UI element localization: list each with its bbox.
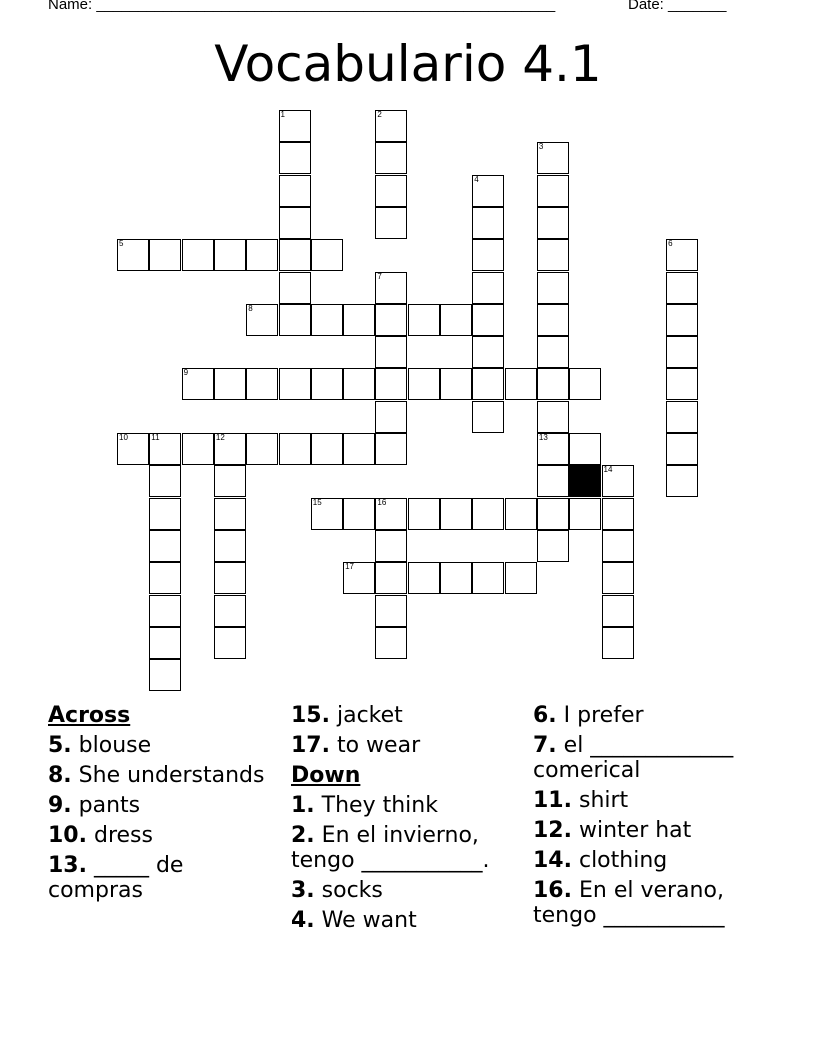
grid-cell[interactable] xyxy=(375,175,407,207)
clue-number: 12 xyxy=(215,433,225,442)
grid-cell[interactable] xyxy=(279,239,311,271)
grid-cell[interactable] xyxy=(149,239,181,271)
grid-cell[interactable] xyxy=(375,336,407,368)
clue-item xyxy=(291,823,526,873)
grid-cell[interactable] xyxy=(375,627,407,659)
grid-cell[interactable] xyxy=(149,627,181,659)
grid-cell[interactable] xyxy=(537,498,569,530)
clue-number-label: 3. xyxy=(291,878,315,903)
grid-cell[interactable] xyxy=(472,401,504,433)
clue-number-label: 5. xyxy=(48,733,72,758)
grid-cell[interactable] xyxy=(375,530,407,562)
clue-text: blouse xyxy=(71,733,152,758)
grid-cell[interactable] xyxy=(505,368,537,400)
clue-text: socks xyxy=(314,878,383,903)
grid-cell[interactable] xyxy=(408,304,440,336)
black-cell xyxy=(569,465,601,497)
down-clue-list-continued xyxy=(533,703,758,928)
grid-cell[interactable] xyxy=(246,304,278,336)
grid-cell[interactable] xyxy=(472,304,504,336)
clue-item xyxy=(533,878,758,928)
date-field-label[interactable]: Date: _______ xyxy=(628,0,727,13)
grid-cell[interactable] xyxy=(537,530,569,562)
clue-column-2 xyxy=(291,703,526,938)
down-heading: Down xyxy=(291,763,361,788)
clue-number: 17 xyxy=(345,562,354,572)
clue-number-label: 10. xyxy=(48,823,87,848)
clue-number: 8 xyxy=(248,303,253,313)
clue-number: 16 xyxy=(377,497,387,507)
name-field-label[interactable]: Name: _______________________________________________________ xyxy=(48,0,556,13)
clue-number: 15 xyxy=(312,497,322,507)
clue-item xyxy=(533,818,758,843)
grid-cell[interactable] xyxy=(375,142,407,174)
grid-cell[interactable] xyxy=(375,207,407,239)
clue-text: We want xyxy=(314,908,417,933)
grid-cell[interactable] xyxy=(375,272,407,304)
grid-cell[interactable] xyxy=(537,433,569,465)
grid-cell[interactable] xyxy=(279,175,311,207)
grid-cell[interactable] xyxy=(569,368,601,400)
clue-number: 10 xyxy=(119,433,128,442)
grid-cell[interactable] xyxy=(472,239,504,271)
grid-cell[interactable] xyxy=(375,595,407,627)
clue-number-label: 12. xyxy=(533,818,572,843)
clue-text: jacket xyxy=(329,703,403,728)
grid-cell[interactable] xyxy=(311,433,343,465)
grid-cell[interactable] xyxy=(343,562,375,594)
clue-text: clothing xyxy=(571,848,668,873)
grid-cell[interactable] xyxy=(311,368,343,400)
grid-cell[interactable] xyxy=(537,465,569,497)
clue-number-label: 13. xyxy=(48,853,87,878)
clue-item xyxy=(533,703,758,728)
grid-cell[interactable] xyxy=(279,110,311,142)
clue-number: 6 xyxy=(668,239,673,249)
grid-cell[interactable] xyxy=(440,562,472,594)
clue-item xyxy=(291,908,526,933)
clue-item xyxy=(48,733,273,758)
grid-cell[interactable] xyxy=(214,498,246,530)
grid-cell[interactable] xyxy=(537,207,569,239)
grid-cell[interactable] xyxy=(602,465,634,497)
grid-cell[interactable] xyxy=(440,498,472,530)
grid-cell[interactable] xyxy=(246,239,278,271)
grid-cell[interactable] xyxy=(279,304,311,336)
grid-cell[interactable] xyxy=(375,562,407,594)
grid-cell[interactable] xyxy=(343,498,375,530)
grid-cell[interactable] xyxy=(666,368,698,400)
clue-number-label: 1. xyxy=(291,793,315,818)
clue-text: I prefer xyxy=(556,703,644,728)
clue-item xyxy=(48,763,273,788)
grid-cell[interactable] xyxy=(375,304,407,336)
grid-cell[interactable] xyxy=(279,272,311,304)
clue-number-label: 9. xyxy=(48,793,72,818)
clue-item xyxy=(48,853,273,903)
grid-cell[interactable] xyxy=(472,272,504,304)
grid-cell[interactable] xyxy=(182,239,214,271)
grid-cell[interactable] xyxy=(375,110,407,142)
clue-item xyxy=(291,878,526,903)
clue-text: pants xyxy=(71,793,141,818)
clue-text: el _____________ comerical xyxy=(533,733,734,783)
grid-cell[interactable] xyxy=(472,336,504,368)
grid-cell[interactable] xyxy=(375,401,407,433)
clue-number-label: 11. xyxy=(533,788,572,813)
grid-cell[interactable] xyxy=(214,562,246,594)
clue-column-3 xyxy=(533,703,758,933)
grid-cell[interactable] xyxy=(505,562,537,594)
grid-cell[interactable] xyxy=(408,498,440,530)
grid-cell[interactable] xyxy=(602,595,634,627)
clue-item xyxy=(48,793,273,818)
grid-cell[interactable] xyxy=(279,142,311,174)
grid-cell[interactable] xyxy=(343,304,375,336)
clue-text: En el verano, tengo ___________ xyxy=(533,878,725,928)
grid-cell[interactable] xyxy=(537,304,569,336)
clue-number: 13 xyxy=(538,433,548,442)
grid-cell[interactable] xyxy=(214,433,246,465)
grid-cell[interactable] xyxy=(537,175,569,207)
clue-text: to wear xyxy=(329,733,421,758)
grid-cell[interactable] xyxy=(311,304,343,336)
grid-cell[interactable] xyxy=(666,304,698,336)
grid-cell[interactable] xyxy=(149,659,181,691)
grid-cell[interactable] xyxy=(440,368,472,400)
grid-cell[interactable] xyxy=(537,272,569,304)
grid-cell[interactable] xyxy=(149,433,181,465)
grid-cell[interactable] xyxy=(537,368,569,400)
grid-cell[interactable] xyxy=(182,433,214,465)
clue-number: 9 xyxy=(183,368,189,378)
grid-cell[interactable] xyxy=(214,465,246,497)
grid-cell[interactable] xyxy=(505,498,537,530)
grid-cell[interactable] xyxy=(666,239,698,271)
clue-number: 5 xyxy=(119,239,124,249)
grid-cell[interactable] xyxy=(214,627,246,659)
grid-cell[interactable] xyxy=(569,433,601,465)
clue-number-label: 7. xyxy=(533,733,557,758)
grid-cell[interactable] xyxy=(214,530,246,562)
grid-cell[interactable] xyxy=(472,498,504,530)
grid-cell[interactable] xyxy=(537,401,569,433)
clue-number: 7 xyxy=(377,271,382,281)
grid-cell[interactable] xyxy=(311,498,343,530)
grid-cell[interactable] xyxy=(666,272,698,304)
grid-cell[interactable] xyxy=(537,142,569,174)
grid-cell[interactable] xyxy=(472,175,504,207)
clue-item xyxy=(533,788,758,813)
clue-column-1 xyxy=(48,703,273,908)
grid-cell[interactable] xyxy=(149,562,181,594)
clue-number-label: 8. xyxy=(48,763,72,788)
grid-cell[interactable] xyxy=(279,368,311,400)
grid-cell[interactable] xyxy=(602,562,634,594)
clue-number-label: 4. xyxy=(291,908,315,933)
grid-cell[interactable] xyxy=(472,562,504,594)
down-clue-list xyxy=(291,793,526,933)
clue-item xyxy=(291,703,526,728)
clue-number: 11 xyxy=(151,433,160,442)
grid-cell[interactable] xyxy=(602,498,634,530)
grid-cell[interactable] xyxy=(569,498,601,530)
clue-text: En el invierno, tengo ___________. xyxy=(291,823,490,873)
grid-cell[interactable] xyxy=(149,595,181,627)
grid-cell[interactable] xyxy=(440,304,472,336)
clue-number: 4 xyxy=(474,174,479,184)
grid-cell[interactable] xyxy=(149,530,181,562)
grid-cell[interactable] xyxy=(602,627,634,659)
across-clue-list xyxy=(48,733,273,903)
across-heading: Across xyxy=(48,703,131,728)
grid-cell[interactable] xyxy=(117,239,149,271)
grid-cell[interactable] xyxy=(408,368,440,400)
grid-cell[interactable] xyxy=(537,336,569,368)
grid-cell[interactable] xyxy=(149,465,181,497)
clue-number-label: 16. xyxy=(533,878,572,903)
clue-number: 14 xyxy=(603,465,613,475)
grid-cell[interactable] xyxy=(666,401,698,433)
grid-cell[interactable] xyxy=(472,368,504,400)
clue-text: They think xyxy=(314,793,438,818)
grid-cell[interactable] xyxy=(149,498,181,530)
across-clue-list-continued xyxy=(291,703,526,758)
grid-cell[interactable] xyxy=(666,433,698,465)
grid-cell[interactable] xyxy=(375,498,407,530)
grid-cell[interactable] xyxy=(214,368,246,400)
grid-cell[interactable] xyxy=(246,368,278,400)
grid-cell[interactable] xyxy=(375,368,407,400)
clue-number-label: 17. xyxy=(291,733,330,758)
grid-cell[interactable] xyxy=(537,239,569,271)
grid-cell[interactable] xyxy=(214,239,246,271)
clue-text: _____ de compras xyxy=(48,853,184,903)
clue-item xyxy=(48,823,273,848)
clue-number-label: 14. xyxy=(533,848,572,873)
clue-text: dress xyxy=(86,823,153,848)
grid-cell[interactable] xyxy=(375,433,407,465)
grid-cell[interactable] xyxy=(666,336,698,368)
grid-cell[interactable] xyxy=(279,207,311,239)
grid-cell[interactable] xyxy=(214,595,246,627)
grid-cell[interactable] xyxy=(343,433,375,465)
grid-cell[interactable] xyxy=(343,368,375,400)
clue-number-label: 15. xyxy=(291,703,330,728)
clue-number-label: 6. xyxy=(533,703,557,728)
grid-cell[interactable] xyxy=(602,530,634,562)
clue-number: 3 xyxy=(538,142,544,152)
page-title: Vocabulario 4.1 xyxy=(214,35,602,93)
grid-cell[interactable] xyxy=(311,239,343,271)
clue-number: 2 xyxy=(377,110,382,119)
grid-cell[interactable] xyxy=(246,433,278,465)
grid-cell[interactable] xyxy=(666,465,698,497)
clue-text: shirt xyxy=(571,788,629,813)
clue-item xyxy=(533,848,758,873)
clue-item xyxy=(533,733,758,783)
grid-cell[interactable] xyxy=(408,562,440,594)
grid-cell[interactable] xyxy=(279,433,311,465)
clue-item xyxy=(291,733,526,758)
clue-item xyxy=(291,793,526,818)
clue-text: winter hat xyxy=(571,818,692,843)
clue-number-label: 2. xyxy=(291,823,315,848)
grid-cell[interactable] xyxy=(182,368,214,400)
clue-number: 1 xyxy=(280,110,285,119)
grid-cell[interactable] xyxy=(117,433,149,465)
clue-text: She understands xyxy=(71,763,265,788)
grid-cell[interactable] xyxy=(472,207,504,239)
